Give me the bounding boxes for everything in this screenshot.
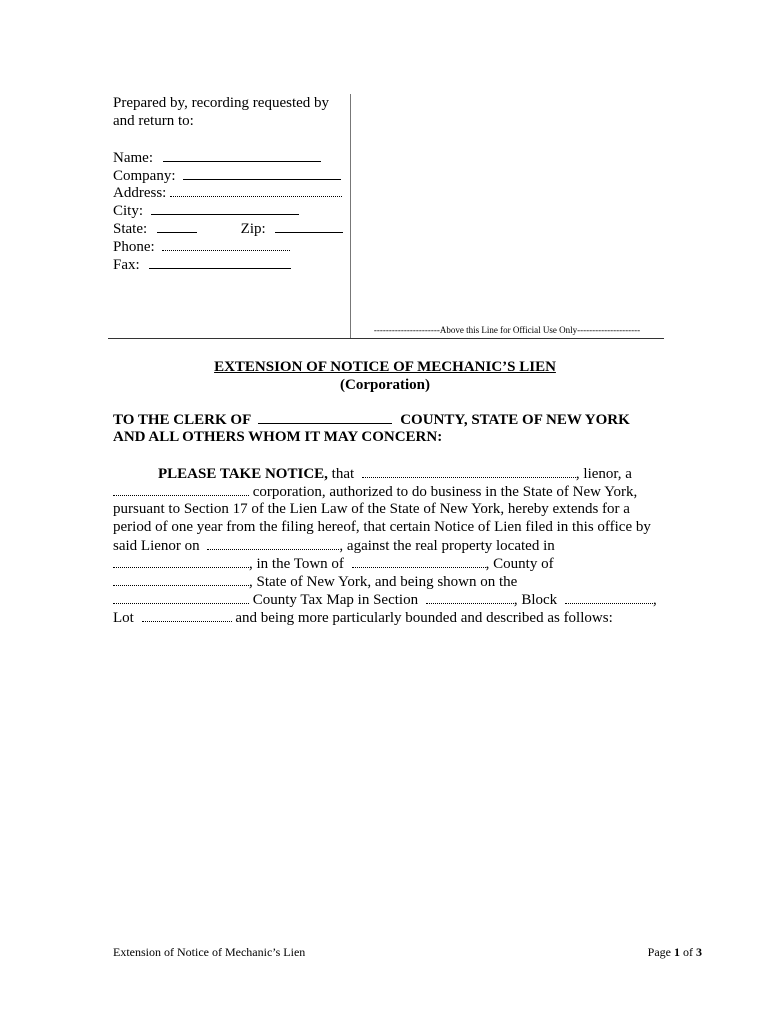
lot-text: Lot xyxy=(113,610,134,626)
please-take-notice: PLEASE TAKE NOTICE, xyxy=(158,466,328,482)
body-line-6 xyxy=(113,554,554,573)
said-lienor-on-text: said Lienor on xyxy=(113,538,200,554)
body-line-8 xyxy=(113,590,657,609)
tax-map-county-blank[interactable] xyxy=(113,590,249,604)
phone-blank[interactable] xyxy=(162,237,290,251)
page-number xyxy=(648,945,702,959)
address-field xyxy=(113,183,342,202)
prepared-by-line2: and return to: xyxy=(113,113,194,129)
body-line-9 xyxy=(113,608,613,627)
lien-date-blank[interactable] xyxy=(207,536,339,550)
fax-blank[interactable] xyxy=(149,255,291,269)
fax-field xyxy=(113,255,291,274)
to-clerk-line xyxy=(113,410,630,429)
document-subtitle: (Corporation) xyxy=(340,377,430,393)
body-line-3: pursuant to Section 17 of the Lien Law of the State of New York, hereby extends for a xyxy=(113,501,630,517)
phone-label: Phone: xyxy=(113,239,155,255)
county-tax-map-text: County Tax Map in Section xyxy=(249,592,419,608)
section-blank[interactable] xyxy=(426,590,514,604)
against-text: , against the real property located in xyxy=(339,538,555,554)
that-text: that xyxy=(327,466,355,482)
county-of-text: , County of xyxy=(485,556,554,572)
corporation-state-blank[interactable] xyxy=(113,482,249,496)
body-line-4: period of one year from the filing hereof, that certain Notice of Lien filed in this office by xyxy=(113,519,651,535)
town-blank[interactable] xyxy=(352,554,486,568)
block-blank[interactable] xyxy=(565,590,653,604)
corporation-text: corporation, authorized to do business in the State of New York, xyxy=(249,484,638,500)
to-clerk-label: TO THE CLERK OF xyxy=(113,412,251,428)
page-of: of xyxy=(680,945,696,959)
city-field xyxy=(113,201,299,220)
county-state-label: COUNTY, STATE OF NEW YORK xyxy=(400,412,630,428)
body-line-5 xyxy=(113,536,555,555)
state-ny-text: , State of New York, and being shown on the xyxy=(249,574,518,590)
body-line-1 xyxy=(158,464,632,483)
name-label: Name: xyxy=(113,150,153,166)
zip-label: Zip: xyxy=(240,221,266,237)
address-label: Address: xyxy=(113,185,167,201)
page-total: 3 xyxy=(696,945,702,959)
bounded-text: and being more particularly bounded and described as follows: xyxy=(231,610,613,626)
all-others-line: AND ALL OTHERS WHOM IT MAY CONCERN: xyxy=(113,429,443,445)
address-blank[interactable] xyxy=(170,183,342,197)
company-blank[interactable] xyxy=(183,166,341,180)
document-title: EXTENSION OF NOTICE OF MECHANIC’S LIEN xyxy=(214,359,556,375)
lot-blank[interactable] xyxy=(142,608,232,622)
zip-blank[interactable] xyxy=(275,219,343,233)
header-horizontal-divider xyxy=(108,338,664,339)
state-blank[interactable] xyxy=(157,219,197,233)
footer-title: Extension of Notice of Mechanic’s Lien xyxy=(113,945,306,959)
in-town-of-text: , in the Town of xyxy=(249,556,344,572)
lienor-a-text: , lienor, a xyxy=(575,466,632,482)
city-blank[interactable] xyxy=(151,201,299,215)
property-location-blank[interactable] xyxy=(113,554,249,568)
name-field xyxy=(113,148,321,167)
comma-text: , xyxy=(652,592,657,608)
company-label: Company: xyxy=(113,168,176,184)
page-prefix: Page xyxy=(647,945,674,959)
phone-field xyxy=(113,237,290,256)
county-blank[interactable] xyxy=(113,572,249,586)
lienor-name-blank[interactable] xyxy=(362,464,576,478)
state-zip-field xyxy=(113,219,343,238)
page-current: 1 xyxy=(674,945,680,959)
name-blank[interactable] xyxy=(163,148,321,162)
state-label: State: xyxy=(113,221,148,237)
official-use-line: ----------------------Above this Line for Official Use Only--------------------- xyxy=(373,325,641,335)
city-label: City: xyxy=(113,203,144,219)
header-vertical-divider xyxy=(350,94,351,338)
body-line-7 xyxy=(113,572,517,591)
clerk-county-blank[interactable] xyxy=(258,410,392,424)
block-text: , Block xyxy=(513,592,558,608)
fax-label: Fax: xyxy=(113,257,140,273)
prepared-by-line1: Prepared by, recording requested by xyxy=(113,95,330,111)
body-line-2 xyxy=(113,482,637,501)
